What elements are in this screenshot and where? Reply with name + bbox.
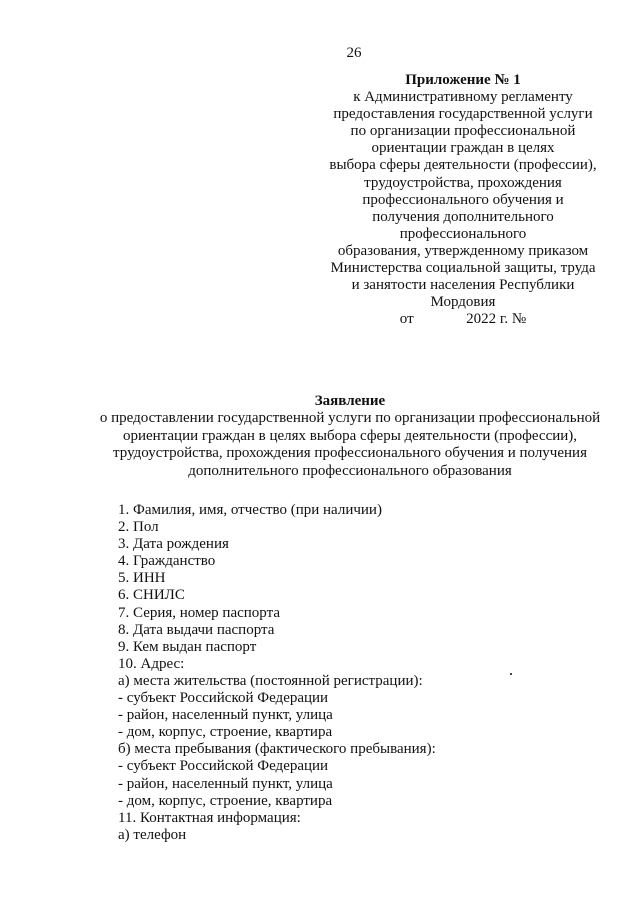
subtitle-line: дополнительного профессионального образования	[188, 462, 512, 479]
field-item: - субъект Российской Федерации	[118, 690, 329, 707]
field-item: 4. Гражданство	[118, 553, 216, 570]
subtitle-line: ориентации граждан в целях выбора сферы деятельности (профессии),	[122, 427, 578, 444]
form-fields-list	[118, 502, 558, 844]
appendix-line: трудоустройства, прохождения	[364, 174, 562, 191]
page-number: 26	[346, 45, 362, 61]
appendix-line: профессионального	[399, 225, 527, 242]
field-item: 5. ИНН	[118, 570, 166, 587]
appendix-line: профессионального обучения и	[362, 191, 564, 208]
field-item: - район, населенный пункт, улица	[118, 775, 333, 792]
field-item: 3. Дата рождения	[118, 536, 229, 553]
appendix-title: Приложение № 1	[405, 72, 521, 88]
field-item: 8. Дата выдачи паспорта	[118, 621, 275, 638]
field-item: 2. Пол	[118, 519, 159, 536]
field-item: - субъект Российской Федерации	[118, 758, 329, 775]
appendix-line: по организации профессиональной	[350, 123, 576, 140]
field-item: а) места жительства (постоянной регистрации):	[118, 672, 423, 689]
appendix-line: Мордовия	[430, 294, 496, 311]
field-item: а) телефон	[118, 826, 187, 843]
field-item: 9. Кем выдан паспорт	[118, 638, 257, 655]
document-title: Заявление	[314, 393, 386, 409]
field-item: 7. Серия, номер паспорта	[118, 604, 280, 621]
appendix-header	[300, 72, 626, 328]
appendix-line: и занятости населения Республики	[351, 277, 575, 294]
scan-speck	[510, 673, 512, 675]
appendix-line: ориентации граждан в целях	[371, 140, 555, 157]
appendix-line: получения дополнительного	[372, 208, 554, 225]
field-item: 11. Контактная информация:	[118, 809, 301, 826]
field-item: 1. Фамилия, имя, отчество (при наличии)	[118, 502, 382, 518]
appendix-line: предоставления государственной услуги	[333, 106, 593, 123]
appendix-line: к Административному регламенту	[353, 89, 573, 106]
field-item: 6. СНИЛС	[118, 587, 185, 604]
field-item: 10. Адрес:	[118, 655, 185, 672]
appendix-line: выбора сферы деятельности (профессии),	[329, 157, 597, 174]
field-item: - дом, корпус, строение, квартира	[118, 792, 333, 809]
subtitle-line: трудоустройства, прохождения профессионального обучения и получения	[113, 445, 587, 462]
appendix-line: Министерства социальной защиты, труда	[330, 260, 596, 277]
field-item: - дом, корпус, строение, квартира	[118, 724, 333, 741]
field-item: - район, населенный пункт, улица	[118, 707, 333, 724]
field-item: б) места пребывания (фактического пребывания):	[118, 741, 436, 758]
subtitle-line: о предоставлении государственной услуги по организации профессиональной	[99, 410, 601, 427]
appendix-dateline: от 2022 г. №	[399, 311, 527, 328]
appendix-line: образования, утвержденному приказом	[337, 242, 589, 259]
application-heading	[60, 393, 640, 480]
